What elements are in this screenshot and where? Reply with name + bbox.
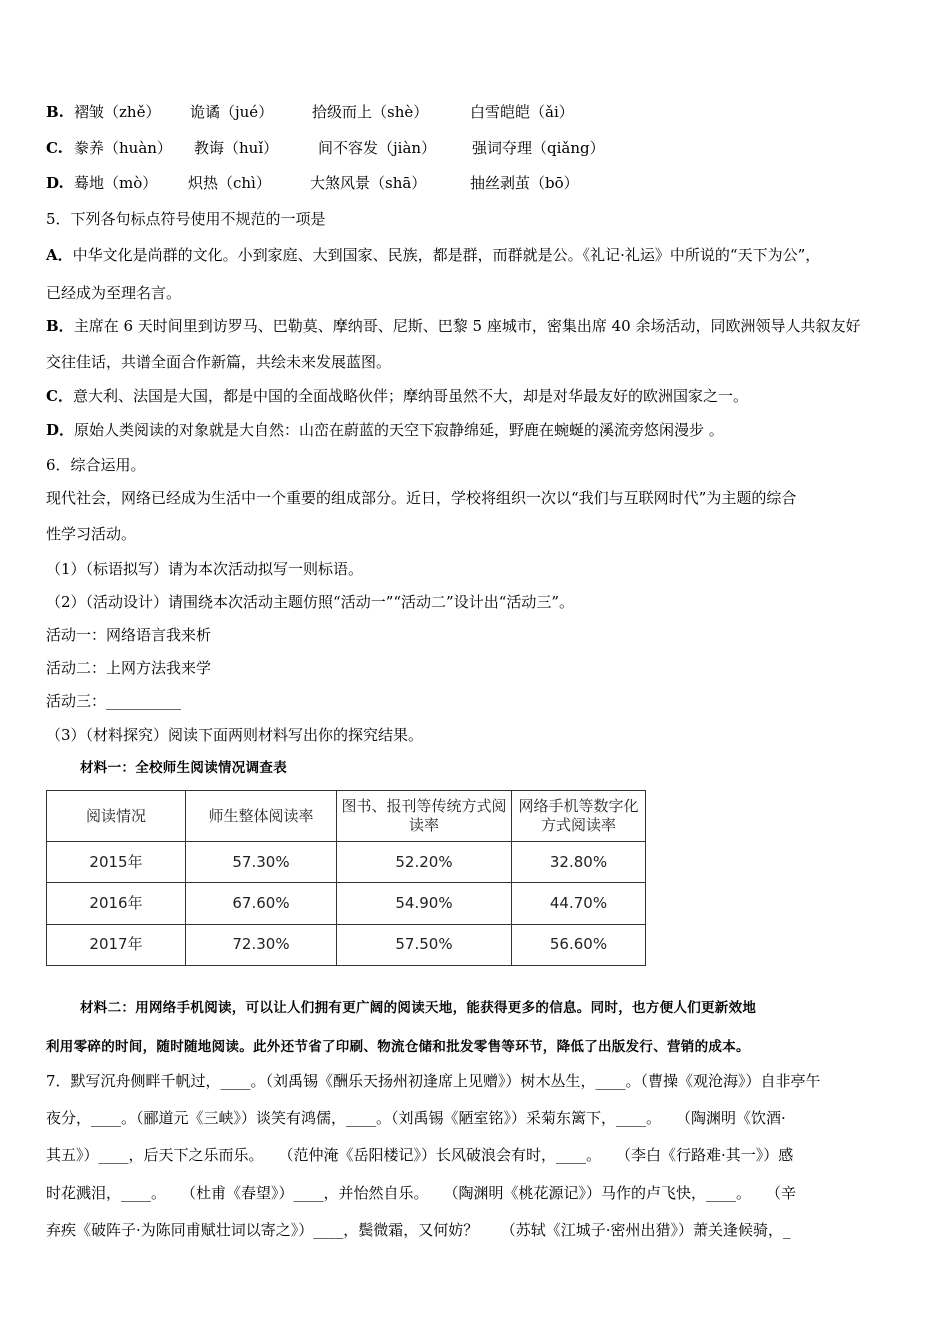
q6-intro-cont: 性学习活动。 [46,525,137,543]
q5-option-b-cont: 交往佳话，共谱全面合作新篇，共绘未来发展蓝图。 [46,353,392,371]
table-header-row [47,791,646,842]
option-item: 炽热（chì） [188,174,271,192]
reading-survey-table [46,790,646,966]
table-header-cell: 师生整体阅读率 [186,791,337,842]
q7-line: 时花溅泪，____。 （杜甫《春望》）____，并怡然自乐。 （陶渊明《桃花源记》）马作的卢飞快，____。 （辛 [46,1184,797,1202]
table-cell: 57.50% [337,924,512,965]
activity-3: 活动三：__________ [46,692,182,710]
q5-option-b-text: 主席在 6 天时间里到访罗马、巴勒莫、摩纳哥、尼斯、巴黎 5 座城市，密集出席 40 余场活动，同欧洲领导人共叙友好 [73,317,861,335]
q7-line: 7．默写沉舟侧畔千帆过，____。（刘禹锡《酬乐天扬州初逢席上见赠》）树木丛生，____。（曹操《观沧海》）自非亭午 [46,1072,821,1090]
option-item: 褶皱（zhě） [74,103,161,121]
q6-sub1: （1）（标语拟写）请为本次活动拟写一则标语。 [46,560,364,578]
activity-1: 活动一：网络语言我来析 [46,626,212,644]
material-2-text: 材料二：用网络手机阅读，可以让人们拥有更广阔的阅读天地，能获得更多的信息。同时，也方便人们更新效地 [80,1000,757,1016]
q7-line: 其五》）____，后天下之乐而乐。 （范仲淹《岳阳楼记》）长风破浪会有时，____。 （李白《行路难·其一》）感 [46,1146,794,1164]
option-item: 强词夺理（qiǎng） [472,139,605,157]
table-cell: 32.80% [512,842,646,883]
table-header-cell: 图书、报刊等传统方式阅读率 [337,791,512,842]
option-letter: C. [46,139,63,157]
material-1-title: 材料一：全校师生阅读情况调查表 [80,760,287,776]
q6-intro: 现代社会，网络已经成为生活中一个重要的组成部分。近日，学校将组织一次以“我们与互联网时代”为主题的综合 [46,489,797,507]
option-letter: B. [46,103,64,121]
table-header-cell: 阅读情况 [47,791,186,842]
q5-option-c: C．意大利、法国是大国，都是中国的全面战略伙伴；摩纳哥虽然不大，却是对华最友好的欧洲国家之一。 [46,387,748,405]
table-header-cell: 网络手机等数字化方式阅读率 [512,791,646,842]
table-cell: 56.60% [512,924,646,965]
option-item: 白雪皑皑（ǎi） [470,103,574,121]
table-cell: 52.20% [337,842,512,883]
activity-2: 活动二：上网方法我来学 [46,659,212,677]
option-item: 抽丝剥茧（bō） [470,174,579,192]
q5-option-d-text: 原始人类阅读的对象就是大自然：山峦在蔚蓝的天空下寂静绵延，野鹿在蜿蜒的溪流旁悠闲漫步 。 [74,421,724,439]
q5-stem: 5．下列各句标点符号使用不规范的一项是 [46,210,326,228]
option-item: 诡谲（jué） [190,103,274,121]
table-row [47,883,646,924]
q7-line: 夜分，____。（郦道元《三峡》）谈笑有鸿儒，____。（刘禹锡《陋室铭》）采菊东篱下，____。 （陶渊明《饮酒· [46,1109,786,1127]
q5-option-a-text: 中华文化是尚群的文化。小到家庭、大到国家、民族，都是群，而群就是公。《礼记·礼运》中所说的“天下为公”， [72,246,821,264]
table-cell: 2015年 [47,842,186,883]
table-row [47,924,646,965]
q5-option-c-text: 意大利、法国是大国，都是中国的全面战略伙伴；摩纳哥虽然不大，却是对华最友好的欧洲国家之一。 [72,387,748,405]
q5-option-a: A．中华文化是尚群的文化。小到家庭、大到国家、民族，都是群，而群就是公。《礼记·礼运》中所说的“天下为公”， [46,246,821,264]
material-2-text-cont: 利用零碎的时间，随时随地阅读。此外还节省了印刷、物流仓储和批发零售等环节，降低了出版发行、营销的成本。 [46,1039,750,1055]
q6-sub3: （3）（材料探究）阅读下面两则材料写出你的探究结果。 [46,726,424,744]
option-item: 间不容发（jiàn） [318,139,437,157]
q6-stem: 6．综合运用。 [46,456,146,474]
table-cell: 54.90% [337,883,512,924]
table-cell: 67.60% [186,883,337,924]
option-item: 蓦地（mò） [74,174,158,192]
q5-option-b: B．主席在 6 天时间里到访罗马、巴勒莫、摩纳哥、尼斯、巴黎 5 座城市，密集出席 40 余场活动，同欧洲领导人共叙友好 [46,317,861,335]
option-item: 豢养（huàn） [74,139,172,157]
table-cell: 2016年 [47,883,186,924]
table-cell: 44.70% [512,883,646,924]
option-item: 教诲（huǐ） [194,139,279,157]
q7-line: 弃疾《破阵子·为陈同甫赋壮词以寄之》）____，鬓微霜，又何妨？ （苏轼《江城子·密州出猎》）萧关逢候骑，_ [46,1221,791,1239]
table-cell: 57.30% [186,842,337,883]
q6-sub2: （2）（活动设计）请围绕本次活动主题仿照“活动一”“活动二”设计出“活动三”。 [46,593,575,611]
q5-option-a-cont: 已经成为至理名言。 [46,284,182,302]
option-item: 大煞风景（shā） [310,174,427,192]
option-letter: D. [46,174,64,192]
table-cell: 72.30% [186,924,337,965]
q5-option-d: D．原始人类阅读的对象就是大自然：山峦在蔚蓝的天空下寂静绵延，野鹿在蜿蜒的溪流旁悠闲漫步 。 [46,421,724,439]
option-item: 拾级而上（shè） [312,103,429,121]
table-cell: 2017年 [47,924,186,965]
table-row [47,842,646,883]
